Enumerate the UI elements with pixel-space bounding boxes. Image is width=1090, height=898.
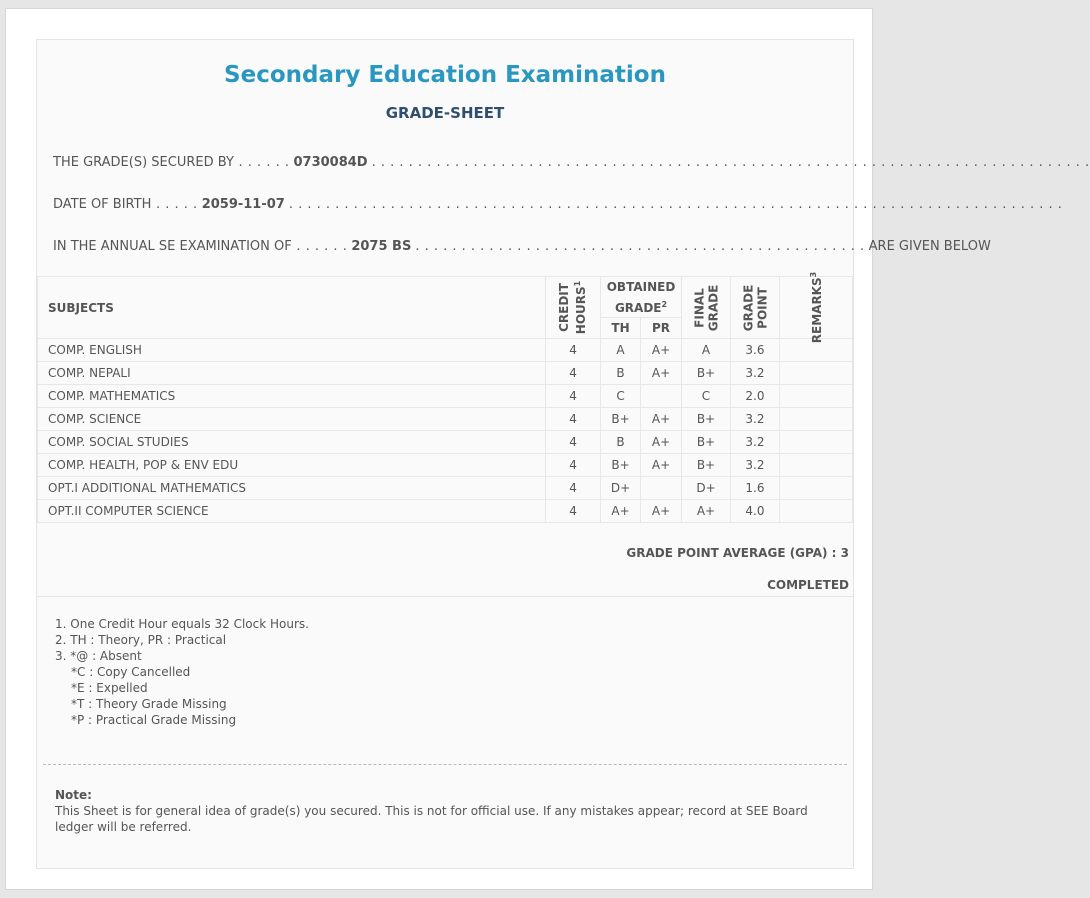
sheet-subtitle: GRADE-SHEET [385,104,505,122]
remarks-cell [779,408,852,431]
credit-cell: 4 [546,477,601,500]
grades-table [37,271,853,523]
grade-point-cell: 3.2 [730,454,779,477]
grade-point-cell: 1.6 [730,477,779,500]
table-row [38,431,853,454]
pr-cell: A+ [641,454,682,477]
credit-cell: 4 [546,454,601,477]
exam-title: Secondary Education Examination [224,62,666,88]
grade-sheet [36,39,1090,869]
grade-point-cell: 3.6 [730,339,779,362]
remarks-cell [779,454,852,477]
grade-point-cell: 3.2 [730,431,779,454]
result-status: COMPLETED [767,578,849,592]
section-divider [37,596,853,597]
final-grade-cell: C [681,385,730,408]
subject-cell: COMP. SOCIAL STUDIES [38,431,546,454]
credit-cell: 4 [546,408,601,431]
note-label: Note: [55,788,92,802]
credit-cell: 4 [546,500,601,523]
dot-leader: . . . . . . . . . . . . . . . . . . . . . . . . . . . . . . . . . . . . . . . . . . . . . . . . . [415,239,865,254]
remarks-cell [779,500,852,523]
grade-point-cell: 3.2 [730,408,779,431]
dob-label: DATE OF BIRTH [53,197,152,212]
table-row [38,500,853,523]
footnote-expelled: *E : Expelled [71,681,148,695]
th-cell: C [601,385,641,408]
final-grade-cell: B+ [681,362,730,385]
table-row [38,477,853,500]
dot-leader: . . . . . . [291,239,348,254]
dob-value: 2059-11-07 [201,197,285,212]
th-cell: D+ [601,477,641,500]
page-frame [5,8,1090,890]
th-cell: B [601,362,641,385]
footnote-practical-missing: *P : Practical Grade Missing [71,713,237,727]
footnote-theory-missing: *T : Theory Grade Missing [71,697,227,711]
exam-year: 2075 BS [351,239,412,254]
remarks-header: REMARKS$^3$ [779,277,852,339]
pr-cell: A+ [641,339,682,362]
subject-cell: COMP. HEALTH, POP & ENV EDU [38,454,546,477]
dashed-divider [43,764,847,765]
dot-leader: . . . . . . [233,155,290,170]
table-row [38,339,853,362]
pr-cell: A+ [641,362,682,385]
dob-line [53,197,1063,215]
th-header: TH [601,318,641,339]
final-grade-cell: A+ [681,500,730,523]
pr-cell: A+ [641,500,682,523]
th-cell: A [601,339,641,362]
final-grade-cell: D+ [681,477,730,500]
final-grade-cell: B+ [681,408,730,431]
dot-leader: . . . . . . . . . . . . . . . . . . . . . . . . . . . . . . . . . . . . . . . . . . . . . . . . . . . . . . . . . . . . . . . . . . . . . . . . . . . . . . . . . . . . [288,197,1063,212]
credit-cell: 4 [546,385,601,408]
pr-cell [641,477,682,500]
subject-cell: COMP. ENGLISH [38,339,546,362]
grade-point-cell: 2.0 [730,385,779,408]
grade-point-cell: 4.0 [730,500,779,523]
footnote-1: 1. One Credit Hour equals 32 Clock Hours. [55,617,309,631]
secured-by-label: THE GRADE(S) SECURED BY [53,155,234,170]
remarks-cell [779,385,852,408]
table-row [38,454,853,477]
pr-cell: A+ [641,408,682,431]
table-row [38,385,853,408]
subject-cell: COMP. NEPALI [38,362,546,385]
th-cell: B+ [601,454,641,477]
exam-line [53,239,991,257]
final-grade-cell: B+ [681,454,730,477]
grade-point-header: GRADE POINT [730,277,779,339]
dot-leader: . . . . . . . . . . . . . . . . . . . . . . . . . . . . . . . . . . . . . . . . . . . . . . . . . . . . . . . . . . . . . . . . . . . . . . . . . . . . . . [371,155,1090,170]
table-row [38,408,853,431]
remarks-cell [779,477,852,500]
th-cell: B [601,431,641,454]
footnote-2: 2. TH : Theory, PR : Practical [55,633,227,647]
pr-header: PR [641,318,682,339]
subject-cell: OPT.I ADDITIONAL MATHEMATICS [38,477,546,500]
subject-cell: COMP. SCIENCE [38,408,546,431]
footnote-3: 3. *@ : Absent [55,649,142,663]
table-row [38,362,853,385]
remarks-cell [779,362,852,385]
secured-by-line [53,155,1090,173]
gpa-summary: GRADE POINT AVERAGE (GPA) : 3 [626,546,849,560]
symbol-number: 0730084D [293,155,368,170]
footnote-copy-cancelled: *C : Copy Cancelled [71,665,191,679]
subject-cell: OPT.II COMPUTER SCIENCE [38,500,546,523]
exam-suffix: ARE GIVEN BELOW [868,239,991,254]
grade-point-cell: 3.2 [730,362,779,385]
th-cell: B+ [601,408,641,431]
pr-cell: A+ [641,431,682,454]
dot-leader: . . . . . [151,197,198,212]
pr-cell [641,385,682,408]
subjects-header: SUBJECTS [38,277,546,339]
final-grade-cell: A [681,339,730,362]
subject-cell: COMP. MATHEMATICS [38,385,546,408]
obtained-grade-header: OBTAINED GRADE$^2$ [601,277,682,318]
remarks-cell [779,431,852,454]
credit-cell: 4 [546,431,601,454]
credit-cell: 4 [546,339,601,362]
final-grade-cell: B+ [681,431,730,454]
credit-hours-header: CREDIT HOURS$^1$ [546,277,601,339]
exam-label: IN THE ANNUAL SE EXAMINATION OF [53,239,292,254]
final-grade-header: FINAL GRADE [681,277,730,339]
credit-cell: 4 [546,362,601,385]
note-text: This Sheet is for general idea of grade(s) you secured. This is not for official use. If any mistakes appear; record at SEE Board ledger will be referred. [55,804,808,834]
footnotes [55,616,309,728]
th-cell: A+ [601,500,641,523]
